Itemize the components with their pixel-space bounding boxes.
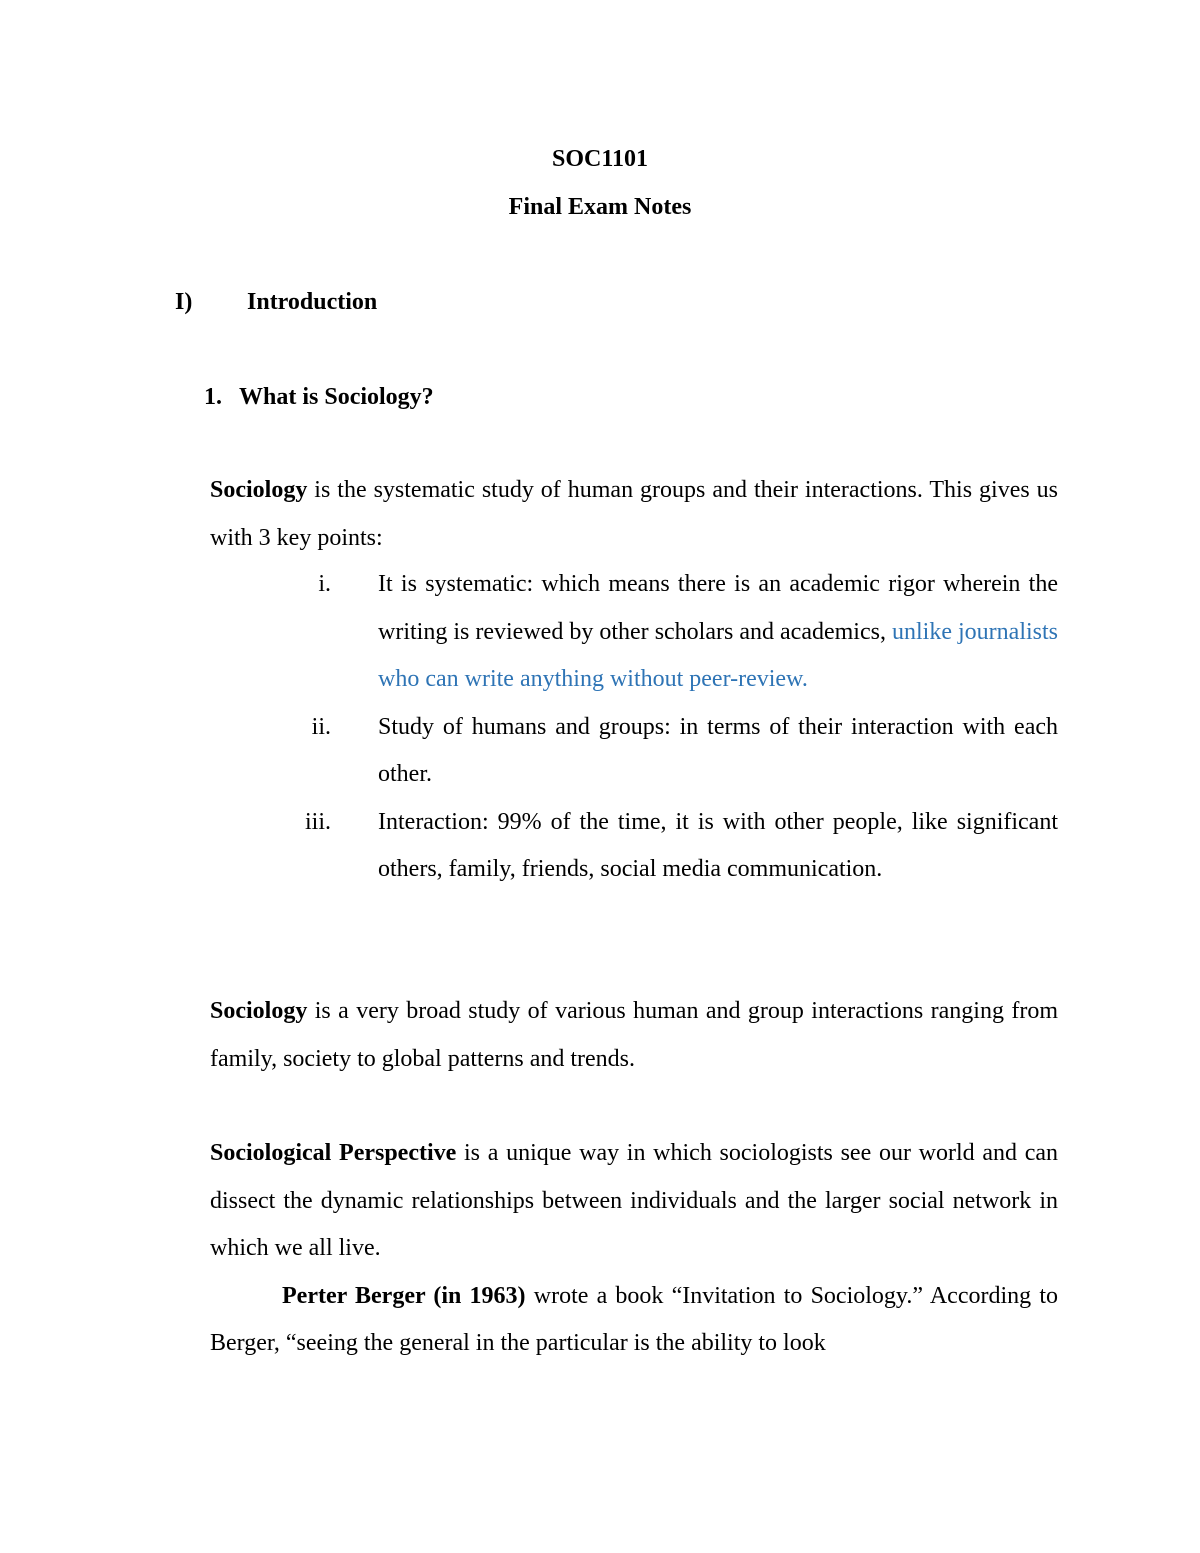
broad-text: is a very broad study of various human and group interactions ranging from family, society to global patterns and trends. [210,998,1058,1072]
section-numeral: I) [175,289,193,315]
perspective-text: is a unique way in which sociologists see our world and can dissect the dynamic relationships between individuals and the larger social network in which we all live. [210,1140,1059,1261]
list-item-text: Study of humans and groups: in terms of their interaction with each other. [378,713,1058,787]
list-item [210,561,1058,704]
broad-paragraph [210,988,1058,1083]
list-item-text: Interaction: 99% of the time, it is with other people, like significant others, family, friends, social media communication. [378,808,1058,882]
perspective-paragraph [210,1130,1058,1368]
key-points-list [210,561,1058,894]
list-item-text: It is systematic: which means there is an academic rigor wherein the writing is reviewed by other scholars and academics, [378,571,1058,645]
list-item [210,704,1058,799]
intro-paragraph [210,467,1058,562]
list-marker: i. [318,571,331,597]
perspective-term: Sociological Perspective [210,1140,457,1166]
berger-term: Perter Berger (in 1963) [282,1282,526,1309]
section-title: Introduction [247,289,378,315]
list-item [210,799,1058,894]
highlighted-text: unlike journalists who can write anything without peer-review. [378,618,1059,692]
broad-term: Sociology [210,998,308,1024]
list-marker: ii. [311,713,331,740]
berger-text: wrote a book “Invitation to Sociology.” According to Berger, “seeing the general in the particular is the ability to look [210,1282,1058,1356]
subsection-title: What is Sociology? [239,384,434,410]
subsection-number: 1. [204,384,222,410]
list-marker: iii. [304,808,331,835]
intro-text: is the systematic study of human groups and their interactions. This gives us with 3 key points: [210,477,1058,551]
intro-term: Sociology [210,477,308,503]
document-subtitle: Final Exam Notes [508,194,692,220]
course-code: SOC1101 [551,146,649,172]
